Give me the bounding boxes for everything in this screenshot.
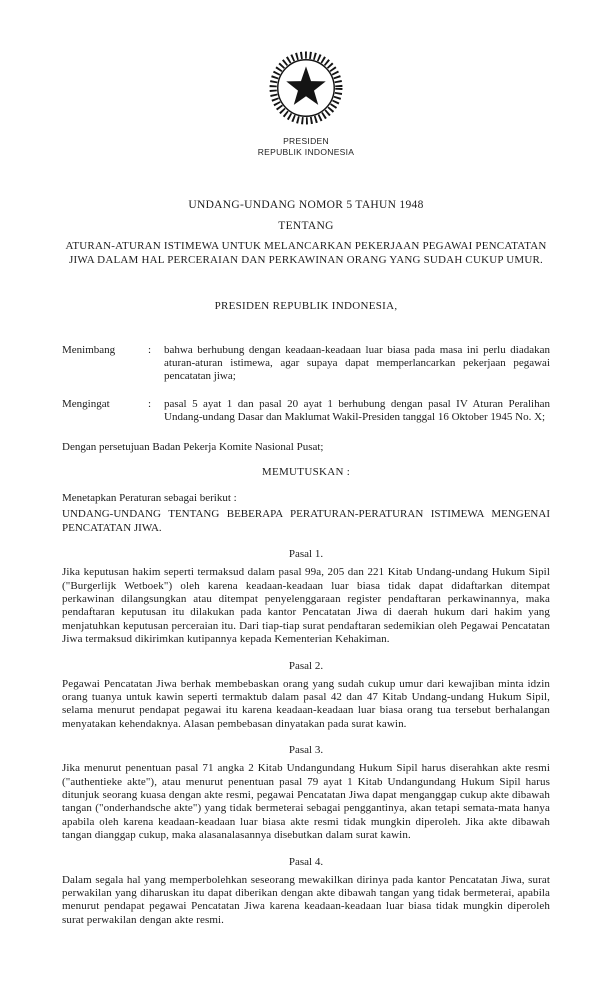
consideration-label: Mengingat <box>62 398 110 411</box>
enacting-title: UNDANG-UNDANG TENTANG BEBERAPA PERATURAN-PERATURAN ISTIMEWA MENGENAI PENCATATAN JIWA. <box>62 508 550 534</box>
salutation: PRESIDEN REPUBLIK INDONESIA, <box>214 300 398 313</box>
consideration-menimbang <box>62 344 550 383</box>
presidential-seal-icon <box>268 50 344 126</box>
enacting-intro: Menetapkan Peraturan sebagai berikut : <box>62 492 237 505</box>
agreement-line: Dengan persetujuan Badan Pekerja Komite Nasional Pusat; <box>62 441 324 454</box>
article-1-body: Jika keputusan hakim seperti termaksud dalam pasal 99a, 205 dan 221 Kitab Undang-undang Hukum Sipil ("Burgerlijk Wetboek") oleh karena keadaan-keadaan luar biasa tidak dapat didaftarkan ditempat perkawinan dilangsungkan atau ditempat penyelenggaraan register pendaftaran perkawinannya, maka pendaftaran keputusan itu dilakukan pada kantor Pencatatan Jiwa di daerah hukum dari hakim yang menjatuhkan keputusan perceraian itu. Dari tiap-tiap surat pendaftaran sedemikian oleh Pegawai Pencatatan Jiwa termaksud dikirimkan kutipannya kepada Kementerian Kehakiman. <box>62 566 550 646</box>
article-4-body: Dalam segala hal yang memperbolehkan seseorang mewakilkan dirinya pada kantor Pencatatan Jiwa, surat perwakilan yang diharuskan itu dapat diberikan dengan akte dibawah tangan yang tidak bermeterai, apabila menurut pendapat pegawai Pencatatan Jiwa karena keadaan-keadaan luar biasa tidak mungkin diperoleh surat perwakilan dengan akte resmi. <box>62 873 550 926</box>
org-block <box>0 136 612 159</box>
article-4-heading: Pasal 4. <box>288 855 324 868</box>
article-2-heading: Pasal 2. <box>288 659 324 672</box>
doc-title: UNDANG-UNDANG NOMOR 5 TAHUN 1948 <box>188 198 424 211</box>
article-3-heading: Pasal 3. <box>288 744 324 757</box>
consideration-colon: : <box>148 398 152 411</box>
org-line-republik: REPUBLIK INDONESIA <box>257 147 355 158</box>
article-3-body: Jika menurut penentuan pasal 71 angka 2 Kitab Undangundang Hukum Sipil harus diserahkan akte resmi ("authentieke akte"), atau menurut penentuan pasal 79 ayat 1 Kitab Undangundang Hukum Sipil harus ditunjuk seorang kuasa dengan akte resmi, pegawai Pencatatan Jiwa dapat menganggap cukup akte dibawah tangan ("onderhandsche akte") yang tidak bermeterai sebagai penggantinya, akan tetapi semata-mata hanya apabila oleh karena keadaan-keadaan luar biasa akte resmi tidak mungkin diperoleh. Jika akte dibawah tangan dianggap cukup, maka alasanalasannya disebutkan dalam surat kawin. <box>62 762 550 842</box>
state-emblem <box>0 0 612 131</box>
article-1-heading: Pasal 1. <box>288 548 324 561</box>
consideration-text: pasal 5 ayat 1 dan pasal 20 ayat 1 berhubung dengan pasal IV Aturan Peralihan Undang-undang Dasar dan Maklumat Wakil-Presiden tanggal 16 Oktober 1945 No. X; <box>164 398 550 424</box>
consideration-text: bahwa berhubung dengan keadaan-keadaan luar biasa pada masa ini perlu diadakan aturan-aturan istimewa, agar supaya dapat memperlancarkan pekerjaan pegawai pencatatan jiwa; <box>164 344 550 383</box>
tentang-label: TENTANG <box>278 219 334 232</box>
memutuskan-heading: MEMUTUSKAN : <box>261 466 351 479</box>
star-icon <box>286 66 325 104</box>
considerations <box>62 344 550 424</box>
article-2-body: Pegawai Pencatatan Jiwa berhak membebaskan orang yang sudah cukup umur dari kewajiban minta idzin orang tuanya untuk kawin seperti termaktub dalam pasal 42 dan 47 Kitab Undang-undang Hukum Sipil, selama menurut pendapat pegawai itu karena keadaan-keadaan luar biasa orang tua tersebut berhalangan menyatakan kehendaknya. Alasan pembebasan dinyatakan pada surat kawin. <box>62 677 550 730</box>
org-line-presiden: PRESIDEN <box>283 136 329 146</box>
consideration-label: Menimbang <box>62 344 116 357</box>
consideration-mengingat <box>62 398 550 424</box>
consideration-colon: : <box>148 344 152 357</box>
doc-subtitle: ATURAN-ATURAN ISTIMEWA UNTUK MELANCARKAN PEKERJAAN PEGAWAI PENCATATAN JIWA DALAM HAL PERCERAIAN DAN PERKAWINAN ORANG YANG SUDAH CUKUP UMUR. <box>65 239 547 266</box>
